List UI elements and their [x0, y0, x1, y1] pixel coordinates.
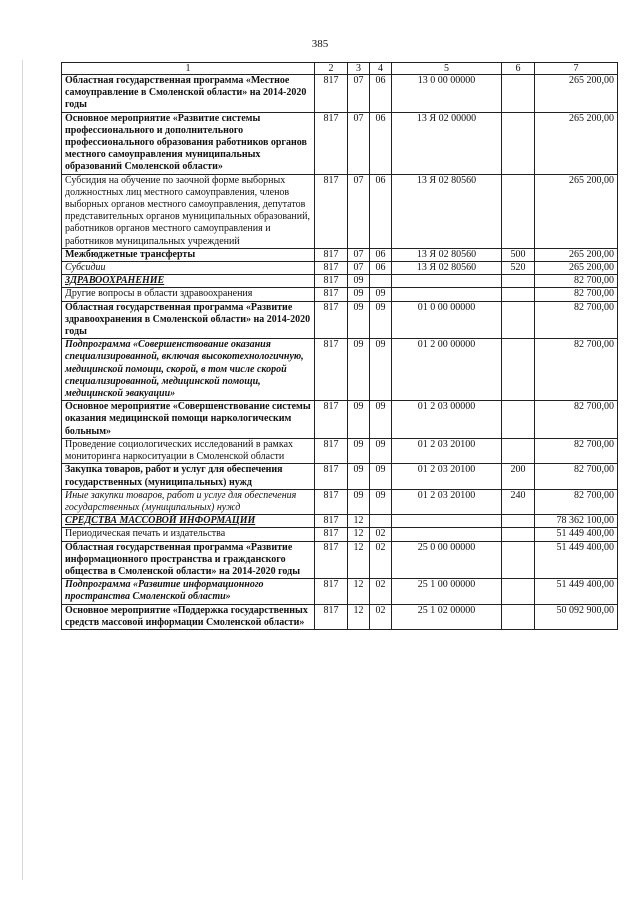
table-row [62, 248, 618, 261]
row-expense-type-cell: 200 [502, 464, 535, 489]
row-subsection-cell: 06 [370, 75, 392, 113]
row-subsection-cell: 02 [370, 528, 392, 541]
row-expense-type-cell [502, 174, 535, 248]
row-amount-cell: 51 449 400,00 [535, 579, 618, 604]
row-subsection-cell: 06 [370, 248, 392, 261]
row-subsection-cell [370, 275, 392, 288]
row-section-cell: 09 [348, 489, 370, 514]
row-name-cell: ЗДРАВООХРАНЕНИЕ [62, 275, 315, 288]
row-amount-cell: 51 449 400,00 [535, 528, 618, 541]
row-expense-type-cell [502, 301, 535, 339]
row-admin-code-cell: 817 [315, 248, 348, 261]
row-subsection-cell: 09 [370, 401, 392, 439]
row-subsection-cell: 09 [370, 288, 392, 301]
row-expense-type-cell [502, 275, 535, 288]
row-admin-code-cell: 817 [315, 489, 348, 514]
row-amount-cell: 265 200,00 [535, 112, 618, 174]
table-row [62, 579, 618, 604]
row-target-article-cell: 01 2 03 20100 [392, 464, 502, 489]
table-row [62, 112, 618, 174]
row-section-cell: 07 [348, 248, 370, 261]
row-subsection-cell: 02 [370, 604, 392, 629]
row-subsection-cell: 09 [370, 339, 392, 401]
row-target-article-cell: 01 2 03 20100 [392, 489, 502, 514]
row-target-article-cell: 13 Я 02 00000 [392, 112, 502, 174]
header-col-7: 7 [535, 63, 618, 75]
row-name-cell: Подпрограмма «Развитие информационного пространства Смоленской области» [62, 579, 315, 604]
row-expense-type-cell [502, 528, 535, 541]
table-row [62, 301, 618, 339]
row-name-cell: Иные закупки товаров, работ и услуг для обеспечения государственных (муниципальных) нужд [62, 489, 315, 514]
row-admin-code-cell: 817 [315, 528, 348, 541]
header-col-4: 4 [370, 63, 392, 75]
row-expense-type-cell [502, 541, 535, 579]
row-amount-cell: 265 200,00 [535, 174, 618, 248]
row-section-cell: 12 [348, 515, 370, 528]
row-name-cell: Межбюджетные трансферты [62, 248, 315, 261]
row-amount-cell: 265 200,00 [535, 248, 618, 261]
row-subsection-cell: 09 [370, 438, 392, 463]
header-col-1: 1 [62, 63, 315, 75]
row-admin-code-cell: 817 [315, 604, 348, 629]
row-section-cell: 07 [348, 75, 370, 113]
row-amount-cell: 82 700,00 [535, 339, 618, 401]
row-amount-cell: 82 700,00 [535, 489, 618, 514]
table-row [62, 288, 618, 301]
row-admin-code-cell: 817 [315, 174, 348, 248]
row-expense-type-cell [502, 339, 535, 401]
row-name-cell: Субсидия на обучение по заочной форме выборных должностных лиц местного самоуправления, членов выборных органов местного самоуправления, депутатов представительных органов муниципальных образований, работников органов местного самоуправления и работников муниципальных учреждений [62, 174, 315, 248]
row-name-cell: Проведение социологических исследований в рамках мониторинга наркоситуации в Смоленской области [62, 438, 315, 463]
row-target-article-cell: 13 Я 02 80560 [392, 248, 502, 261]
row-expense-type-cell [502, 515, 535, 528]
row-section-cell: 09 [348, 401, 370, 439]
row-expense-type-cell [502, 438, 535, 463]
table-row [62, 401, 618, 439]
row-amount-cell: 51 449 400,00 [535, 541, 618, 579]
row-name-cell: Закупка товаров, работ и услуг для обеспечения государственных (муниципальных) нужд [62, 464, 315, 489]
row-section-cell: 09 [348, 464, 370, 489]
table-row [62, 75, 618, 113]
row-target-article-cell [392, 528, 502, 541]
row-subsection-cell: 02 [370, 579, 392, 604]
row-section-cell: 07 [348, 174, 370, 248]
row-amount-cell: 82 700,00 [535, 275, 618, 288]
table-row [62, 464, 618, 489]
table-header-row [62, 63, 618, 75]
row-amount-cell: 82 700,00 [535, 464, 618, 489]
row-admin-code-cell: 817 [315, 275, 348, 288]
row-subsection-cell: 06 [370, 174, 392, 248]
row-section-cell: 09 [348, 288, 370, 301]
row-section-cell: 12 [348, 541, 370, 579]
row-amount-cell: 50 092 900,00 [535, 604, 618, 629]
row-admin-code-cell: 817 [315, 112, 348, 174]
row-target-article-cell: 25 0 00 00000 [392, 541, 502, 579]
row-admin-code-cell: 817 [315, 301, 348, 339]
row-admin-code-cell: 817 [315, 339, 348, 401]
row-amount-cell: 82 700,00 [535, 301, 618, 339]
row-subsection-cell: 06 [370, 262, 392, 275]
header-col-5: 5 [392, 63, 502, 75]
table-row [62, 339, 618, 401]
table-row [62, 438, 618, 463]
row-target-article-cell: 01 2 03 20100 [392, 438, 502, 463]
row-subsection-cell [370, 515, 392, 528]
row-name-cell: Основное мероприятие «Поддержка государственных средств массовой информации Смоленской области» [62, 604, 315, 629]
page-number: 385 [311, 38, 329, 50]
row-target-article-cell: 01 2 03 00000 [392, 401, 502, 439]
table-row [62, 262, 618, 275]
row-admin-code-cell: 817 [315, 464, 348, 489]
row-target-article-cell [392, 275, 502, 288]
row-admin-code-cell: 817 [315, 541, 348, 579]
row-admin-code-cell: 817 [315, 579, 348, 604]
header-col-6: 6 [502, 63, 535, 75]
row-amount-cell: 265 200,00 [535, 75, 618, 113]
row-target-article-cell: 01 0 00 00000 [392, 301, 502, 339]
row-target-article-cell: 25 1 02 00000 [392, 604, 502, 629]
table-row [62, 174, 618, 248]
budget-table [61, 62, 618, 630]
row-target-article-cell: 01 2 00 00000 [392, 339, 502, 401]
header-col-2: 2 [315, 63, 348, 75]
row-amount-cell: 78 362 100,00 [535, 515, 618, 528]
scan-edge-line [22, 60, 23, 880]
row-expense-type-cell [502, 579, 535, 604]
row-admin-code-cell: 817 [315, 288, 348, 301]
row-amount-cell: 82 700,00 [535, 438, 618, 463]
row-name-cell: Субсидии [62, 262, 315, 275]
row-expense-type-cell: 520 [502, 262, 535, 275]
row-expense-type-cell [502, 401, 535, 439]
row-target-article-cell: 13 0 00 00000 [392, 75, 502, 113]
row-subsection-cell: 09 [370, 489, 392, 514]
row-expense-type-cell [502, 75, 535, 113]
row-admin-code-cell: 817 [315, 438, 348, 463]
row-section-cell: 12 [348, 528, 370, 541]
row-amount-cell: 265 200,00 [535, 262, 618, 275]
table-row [62, 489, 618, 514]
row-target-article-cell [392, 515, 502, 528]
row-section-cell: 12 [348, 604, 370, 629]
row-target-article-cell: 13 Я 02 80560 [392, 262, 502, 275]
row-expense-type-cell: 240 [502, 489, 535, 514]
row-section-cell: 09 [348, 339, 370, 401]
row-admin-code-cell: 817 [315, 401, 348, 439]
row-section-cell: 09 [348, 438, 370, 463]
row-name-cell: Областная государственная программа «Развитие здравоохранения в Смоленской области» на 2014-2020 годы [62, 301, 315, 339]
row-admin-code-cell: 817 [315, 262, 348, 275]
row-section-cell: 12 [348, 579, 370, 604]
row-target-article-cell [392, 288, 502, 301]
header-col-3: 3 [348, 63, 370, 75]
row-subsection-cell: 09 [370, 301, 392, 339]
row-name-cell: СРЕДСТВА МАССОВОЙ ИНФОРМАЦИИ [62, 515, 315, 528]
row-expense-type-cell [502, 288, 535, 301]
row-subsection-cell: 02 [370, 541, 392, 579]
row-name-cell: Областная государственная программа «Местное самоуправление в Смоленской области» на 2014-2020 годы [62, 75, 315, 113]
table-row [62, 275, 618, 288]
row-expense-type-cell [502, 112, 535, 174]
row-name-cell: Другие вопросы в области здравоохранения [62, 288, 315, 301]
row-name-cell: Подпрограмма «Совершенствование оказания специализированной, включая высокотехнологичную, медицинской помощи, скорой, в том числе скорой специализированной, медицинской помощи, медицинской эвакуации» [62, 339, 315, 401]
table-row [62, 528, 618, 541]
row-subsection-cell: 06 [370, 112, 392, 174]
row-section-cell: 09 [348, 301, 370, 339]
table-row [62, 515, 618, 528]
row-expense-type-cell [502, 604, 535, 629]
row-section-cell: 09 [348, 275, 370, 288]
row-name-cell: Основное мероприятие «Развитие системы профессионального и дополнительного профессионального образования работников органов местного самоуправления муниципальных образований Смоленской области» [62, 112, 315, 174]
table-row [62, 604, 618, 629]
row-expense-type-cell: 500 [502, 248, 535, 261]
row-admin-code-cell: 817 [315, 515, 348, 528]
row-section-cell: 07 [348, 112, 370, 174]
row-amount-cell: 82 700,00 [535, 288, 618, 301]
row-name-cell: Периодическая печать и издательства [62, 528, 315, 541]
row-name-cell: Областная государственная программа «Развитие информационного пространства и гражданского общества в Смоленской области» на 2014-2020 годы [62, 541, 315, 579]
row-target-article-cell: 13 Я 02 80560 [392, 174, 502, 248]
row-subsection-cell: 09 [370, 464, 392, 489]
row-name-cell: Основное мероприятие «Совершенствование системы оказания медицинской помощи наркологическим больным» [62, 401, 315, 439]
row-amount-cell: 82 700,00 [535, 401, 618, 439]
row-section-cell: 07 [348, 262, 370, 275]
row-target-article-cell: 25 1 00 00000 [392, 579, 502, 604]
row-admin-code-cell: 817 [315, 75, 348, 113]
table-row [62, 541, 618, 579]
